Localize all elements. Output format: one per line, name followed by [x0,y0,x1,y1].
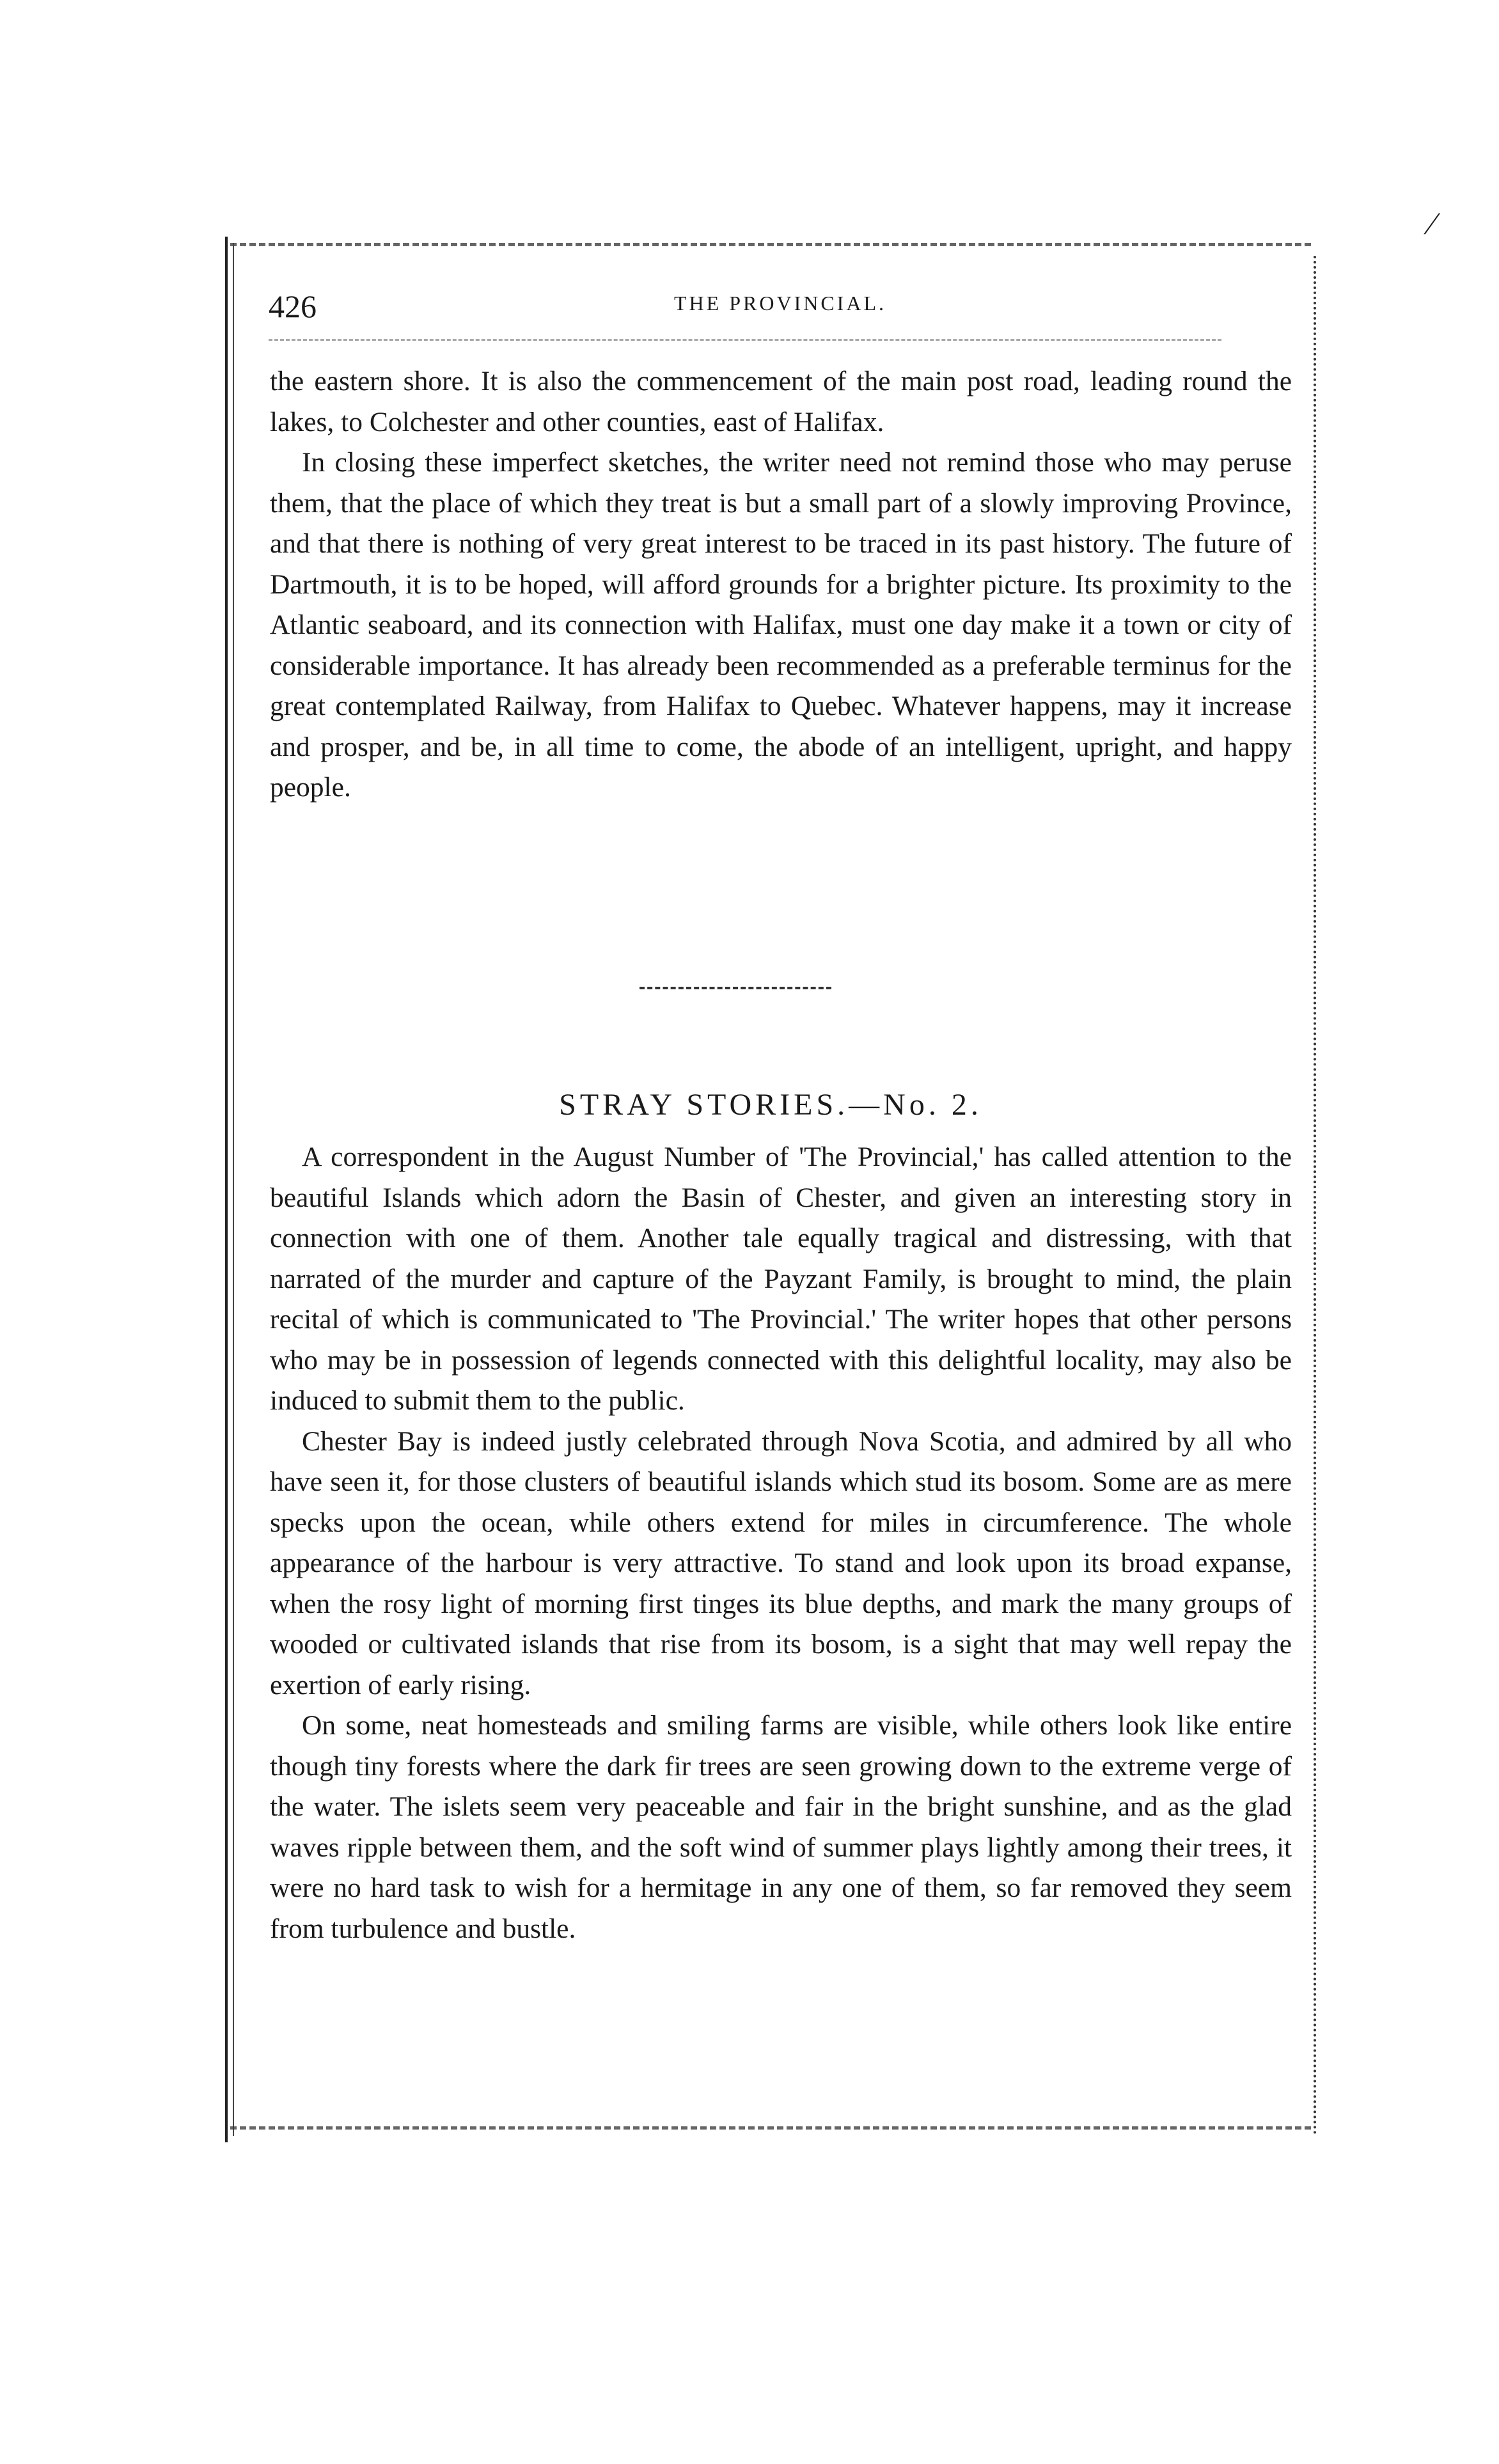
margin-mark: ⁄ [1429,205,1435,241]
page-number: 426 [269,288,317,324]
journal-title: THE PROVINCIAL. [674,292,886,315]
paragraph: Chester Bay is indeed justly celebrated through Nova Scotia, and admired by all who have seen it, for those clusters of beautiful islands which stud its bosom. Some are as mere specks upon the ocean, while others extend for miles in circumference. The whole appearance of the harbour is very attractive. To stand and look upon its broad expanse, when the rosy light of morning first tinges its blue depths, and mark the many groups of wooded or cultivated islands that rise from its bosom, is a sight that may well repay the exertion of early rising. [270,1425,1292,1700]
left-border [225,237,228,2142]
paragraph: A correspondent in the August Number of 'The Provincial,' has called attention to the beautiful Islands which adorn the Basin of Chester, and given an interesting story in connection with one of them. Another tale equally tragical and distressing, with that narrated of the murder and capture of the Payzant Family, is brought to mind, the plain recital of which is communicated to 'The Provincial.' The writer hopes that other persons who may be in possession of legends connected with this delightful locality, may also be induced to submit them to the public. [270,1142,1292,1416]
article-body [270,1137,1292,1949]
article-end-text [270,361,1292,808]
paragraph: In closing these imperfect sketches, the writer need not remind those who may peruse them, that the place of which they treat is but a small part of a slowly improving Province, and that there is nothing of very great interest to be traced in its past history. The future of Dartmouth, it is to be hoped, will afford grounds for a brighter picture. Its proximity to the Atlantic seaboard, and its connection with Halifax, must one day make it a town or city of considerable importance. It has already been recommended as a preferable terminus for the great contemplated Railway, from Halifax to Quebec. Whatever happens, may it increase and prosper, and be, in all time to come, the abode of an intelligent, upright, and happy people. [270,447,1292,803]
running-head [269,288,1292,326]
bottom-rule [230,2126,1311,2130]
paragraph: On some, neat homesteads and smiling farms are visible, while others look like entire though tiny forests where the dark fir trees are seen growing down to the extreme verge of the water. The islets seem very peaceable and fair in the bright sunshine, and as the glad waves ripple between them, and the soft wind of summer plays lightly among their trees, it were no hard task to wish for a hermitage in any one of them, so far removed they seem from turbulence and bustle. [270,1710,1292,1944]
article-title: STRAY STORIES.—No. 2. [559,1088,982,1122]
right-border [1314,256,1316,2136]
top-rule [230,243,1311,246]
section-divider [640,987,831,989]
paragraph: the eastern shore. It is also the commencement of the main post road, leading round the lakes, to Colchester and other counties, east of Halifax. [270,366,1292,437]
page-frame [230,243,1311,2130]
head-rule [269,339,1221,341]
left-inner-border [233,243,234,2136]
